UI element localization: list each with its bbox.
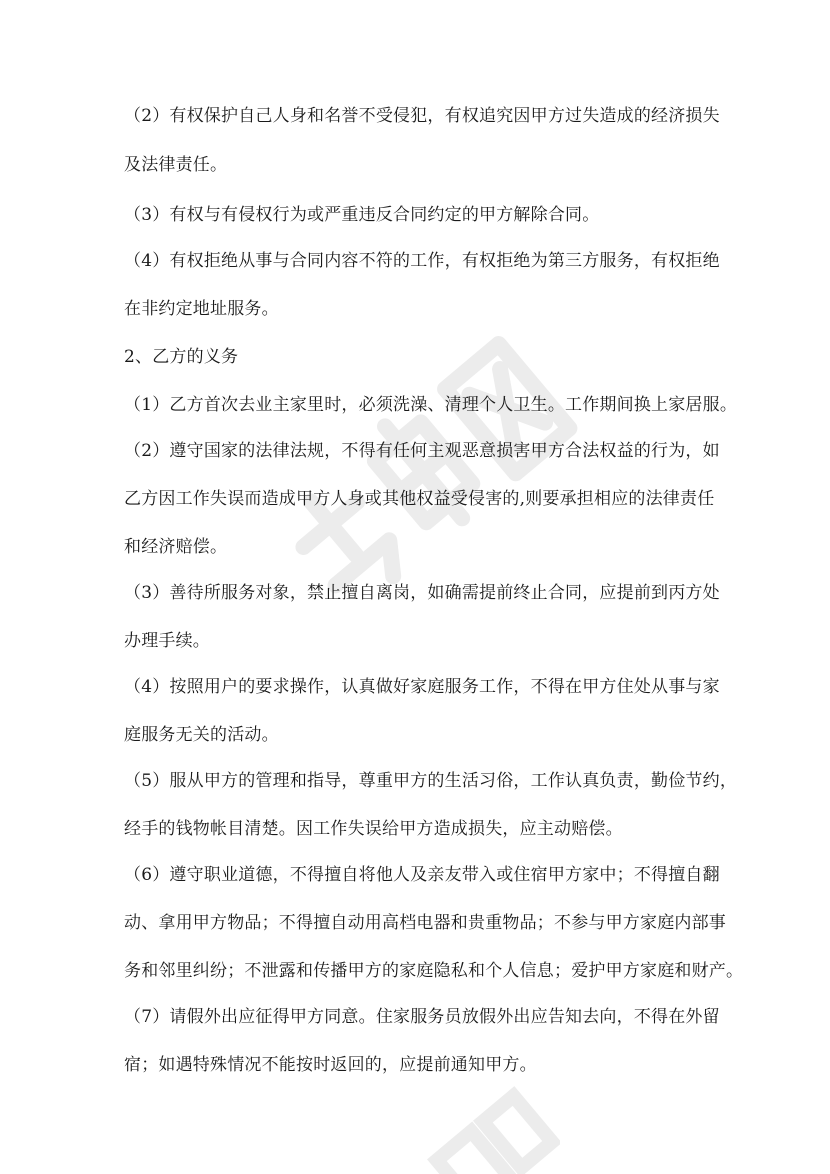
section-heading: 2、乙方的义务 <box>124 347 239 367</box>
paragraph-line: 宿；如遇特殊情况不能按时返回的，应提前通知甲方。 <box>124 1055 537 1075</box>
paragraph-line: 庭服务无关的活动。 <box>124 725 279 745</box>
paragraph-line: 在非约定地址服务。 <box>124 299 279 319</box>
paragraph-line: 务和邻里纠纷；不泄露和传播甲方的家庭隐私和个人信息；爱护甲方家庭和财产。 <box>124 961 744 981</box>
paragraph-line: 和经济赔偿。 <box>124 537 228 557</box>
paragraph-line: （4）有权拒绝从事与合同内容不符的工作，有权拒绝为第三方服务，有权拒绝 <box>124 251 720 271</box>
paragraph-line: （2）有权保护自己人身和名誉不受侵犯，有权追究因甲方过失造成的经济损失 <box>124 106 720 126</box>
paragraph-line: （7）请假外出应征得甲方同意。住家服务员放假外出应告知去向，不得在外留 <box>124 1007 720 1027</box>
watermark-bottom-icon <box>360 1080 560 1174</box>
paragraph-line: 动、拿用甲方物品；不得擅自动用高档电器和贵重物品；不参与甲方家庭内部事 <box>124 913 726 933</box>
paragraph-line: （5）服从甲方的管理和指导，尊重甲方的生活习俗，工作认真负责，勤俭节约， <box>124 771 738 791</box>
paragraph-line: 办理手续。 <box>124 631 210 651</box>
paragraph-line: （1）乙方首次去业主家里时，必须洗澡、清理个人卫生。工作期间换上家居服。 <box>124 395 738 415</box>
paragraph-line: （3）有权与有侵权行为或严重违反合同约定的甲方解除合同。 <box>124 205 600 225</box>
paragraph-line: 经手的钱物帐目清楚。因工作失误给甲方造成损失，应主动赔偿。 <box>124 819 623 839</box>
paragraph-line: （6）遵守职业道德，不得擅自将他人及亲友带入或住宿甲方家中；不得擅自翻 <box>124 865 720 885</box>
paragraph-line: （4）按照用户的要求操作，认真做好家庭服务工作，不得在甲方住处从事与家 <box>124 677 720 697</box>
paragraph-line: （3）善待所服务对象，禁止擅自离岗，如确需提前终止合同，应提前到丙方处 <box>124 583 720 603</box>
paragraph-line: 乙方因工作失误而造成甲方人身或其他权益受侵害的,则要承担相应的法律责任 <box>124 489 715 509</box>
paragraph-line: 及法律责任。 <box>124 155 228 175</box>
paragraph-line: （2）遵守国家的法律法规，不得有任何主观恶意损害甲方合法权益的行为，如 <box>124 441 720 461</box>
